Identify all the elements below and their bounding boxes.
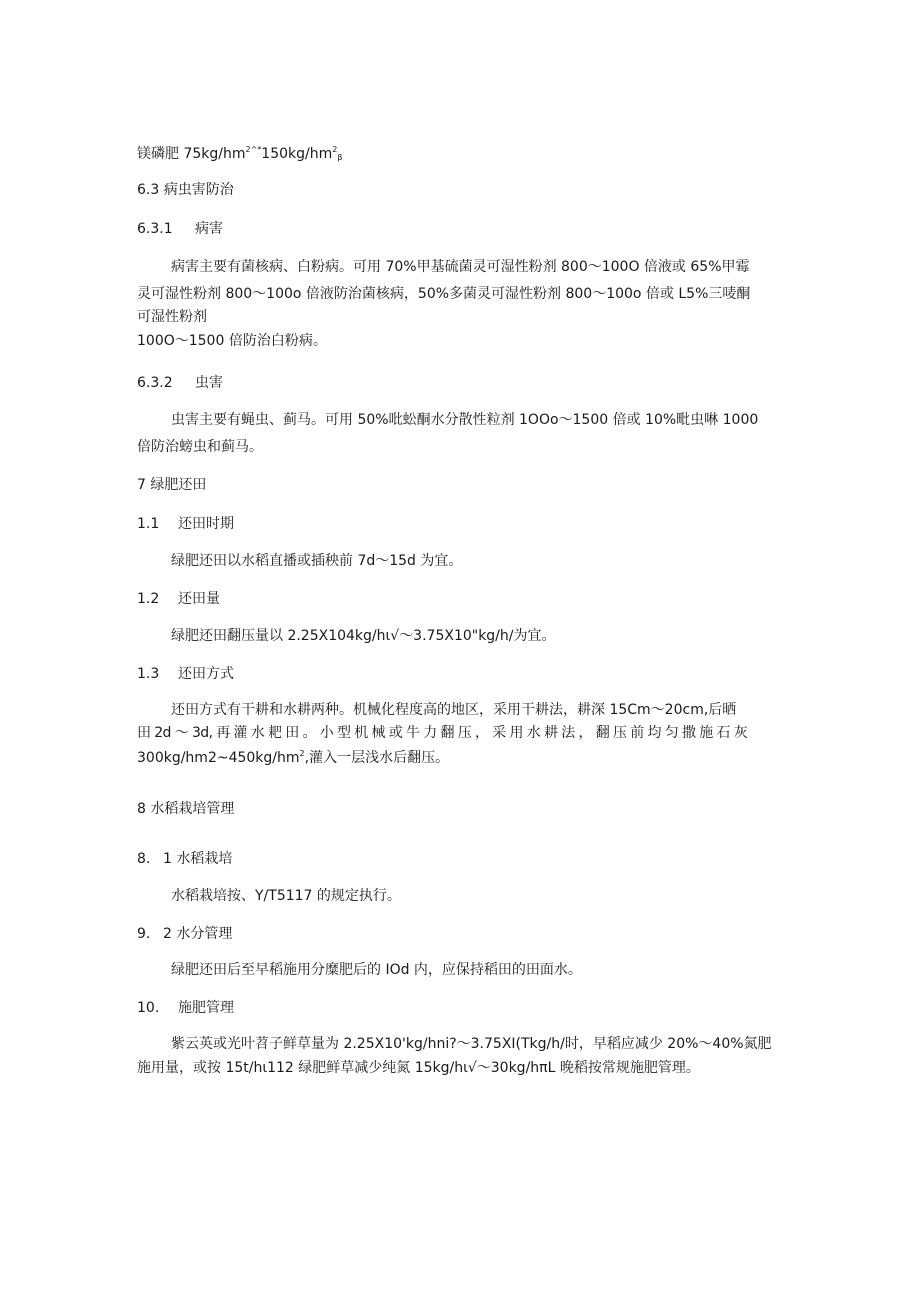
subsection-title: 1 水稻栽培 [163,851,233,867]
paragraph-line: 还田方式有干耕和水耕两种。机械化程度高的地区，采用干耕法，耕深 15Cm～20cm,后晒 [171,702,737,718]
subsection-number: 10. [137,1000,160,1016]
subsection-number: 9. [137,926,151,942]
subsection-title: 施肥管理 [178,1000,234,1016]
section-heading-6-3: 6.3 病虫害防治 [137,182,234,198]
paragraph-line: 施用量，或按 15t/hι112 绿肥鲜草减少纯氮 15kg/hι√～30kg/hπL 晚稻按常规施肥管理。 [137,1060,700,1076]
subsection-title: 还田量 [178,591,220,607]
fertilizer-rate-line [137,146,342,162]
section-heading-8: 8 水稻栽培管理 [137,801,235,817]
paragraph-line: 绿肥还田以水稻直播或插秧前 7d～15d 为宜。 [171,553,463,569]
text: 2 [299,749,305,758]
paragraph-line: 倍防治螃虫和蓟马。 [137,439,263,455]
paragraph-line: 100O～1500 倍防治白粉病。 [137,333,327,349]
text: 镁磷肥 75kg/hm [137,146,246,162]
paragraph-line [137,750,449,765]
subsection-title: 病害 [195,221,223,237]
subsection-number: 1.2 [137,591,160,607]
section-heading-7: 7 绿肥还田 [137,477,207,493]
subsection-title: 还田方式 [178,666,234,682]
subsection-title: 还田时期 [178,516,234,532]
paragraph-line: 水稻栽培按、Y/T5117 的规定执行。 [171,888,401,904]
subsection-number: 8. [137,851,151,867]
paragraph-line: 可湿性粉剂 [137,309,207,325]
text: 2^* [245,145,262,154]
subsection-number: 6.3.2 [137,375,173,391]
text: 2 [332,145,338,154]
subsection-number: 1.1 [137,516,160,532]
subsection-title: 2 水分管理 [163,926,233,942]
paragraph-line: 虫害主要有蝇虫、蓟马。可用 50%吡蚣酮水分散性粒剂 1OOo～1500 倍或 10%毗虫啉 1000 [171,412,759,428]
paragraph-line: 绿肥还田后至早稻施用分糜肥后的 IOd 内，应保持稻田的田面水。 [171,962,582,978]
paragraph-line: 绿肥还田翻压量以 2.25X104kg/hι√～3.75X10"kg/h∕为宜。 [171,628,556,644]
text: β [337,153,343,162]
paragraph-line: 田 2d ～ 3d, 再 灌 水 耙 田 。 小 型 机 械 或 牛 力 翻 压 ， 采 用 水 耕 法 ， 翻 压 前 均 匀 撒 施 石 灰 [137,725,748,741]
text: ,灌入一层浅水后翻压。 [304,750,450,766]
subsection-title: 虫害 [195,375,223,391]
subsection-number: 1.3 [137,666,160,682]
subsection-number: 6.3.1 [137,221,173,237]
paragraph-line: 灵可湿性粉剂 800～100o 倍液防治菌核病，50%多菌灵可湿性粉剂 800～100o 倍或 L5%三唛酮 [137,286,751,302]
paragraph-line: 病害主要有菌核病、白粉病。可用 70%甲基硫菌灵可湿性粉剂 800～100O 倍液或 65%甲霉 [171,259,750,275]
text: 300kg/hm2~450kg/hm [137,750,300,766]
paragraph-line: 紫云英或光叶苕子鲜草量为 2.25X10'kg/hni?～3.75XI(Tkg/h/时，早稻应减少 20%～40%氮肥 [171,1036,772,1052]
text: 150kg/hm [261,146,333,162]
